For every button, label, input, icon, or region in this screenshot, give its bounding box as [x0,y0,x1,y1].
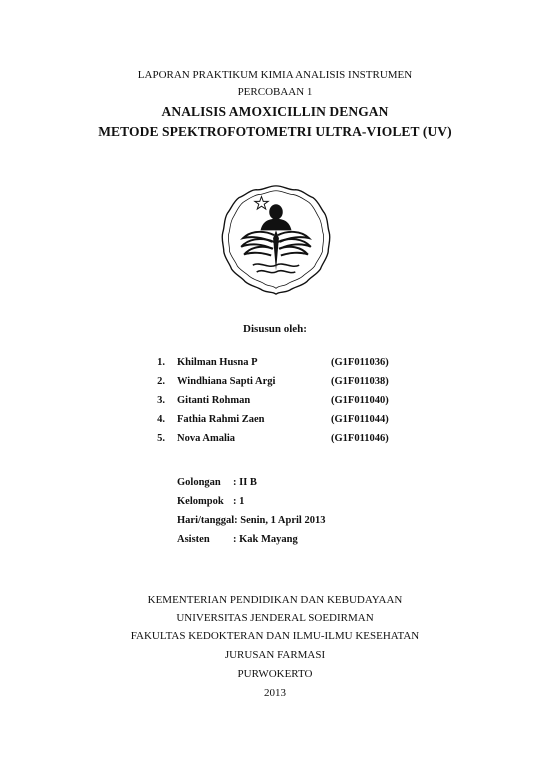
report-title-line-1: ANALISIS AMOXICILLIN DENGAN [161,104,389,119]
faculty-name: FAKULTAS KEDOKTERAN DAN ILMU-ILMU KESEHATAN [130,630,420,642]
member-nim: (G1F011044) [331,414,389,425]
kelompok-row [177,496,244,507]
report-title-line-2: METODE SPEKTROFOTOMETRI ULTRA-VIOLET (UV) [98,124,452,139]
university-emblem-icon [218,182,334,298]
date-row [177,515,325,526]
member-number: 3. [157,395,165,406]
list-item [0,357,550,375]
member-name: Gitanti Rohman [177,395,251,406]
list-item [0,376,550,394]
member-name: Windhiana Sapti Argi [177,376,276,387]
date-label: Hari/tanggal [177,515,235,526]
experiment-number: PERCOBAAN 1 [237,86,313,98]
kelompok-label: Kelompok [177,496,224,507]
member-name: Khilman Husna P [177,357,258,368]
member-number: 1. [157,357,165,368]
assistant-row [177,534,298,545]
assistant-value: : Kak Mayang [233,534,298,545]
list-item [0,414,550,432]
department-name: JURUSAN FARMASI [224,649,326,661]
report-year: 2013 [264,687,286,699]
golongan-row [177,477,257,488]
member-number: 5. [157,433,165,444]
assistant-label: Asisten [177,534,210,545]
golongan-value: : II B [233,477,257,488]
kelompok-value: : 1 [233,496,245,507]
member-nim: (G1F011038) [331,376,389,387]
member-number: 4. [157,414,165,425]
university-name: UNIVERSITAS JENDERAL SOEDIRMAN [176,612,374,624]
report-type: LAPORAN PRAKTIKUM KIMIA ANALISIS INSTRUMEN [137,69,413,81]
ministry-name: KEMENTERIAN PENDIDIKAN DAN KEBUDAYAAN [147,594,403,606]
member-nim: (G1F011040) [331,395,389,406]
member-number: 2. [157,376,165,387]
golongan-label: Golongan [177,477,221,488]
member-name: Fathia Rahmi Zaen [177,414,265,425]
member-nim: (G1F011036) [331,357,389,368]
list-item [0,395,550,413]
city-name: PURWOKERTO [237,668,313,680]
compiled-by-label: Disusun oleh: [243,323,307,335]
list-item [0,433,550,451]
member-name: Nova Amalia [177,433,236,444]
date-value: : Senin, 1 April 2013 [234,515,326,526]
member-nim: (G1F011046) [331,433,389,444]
